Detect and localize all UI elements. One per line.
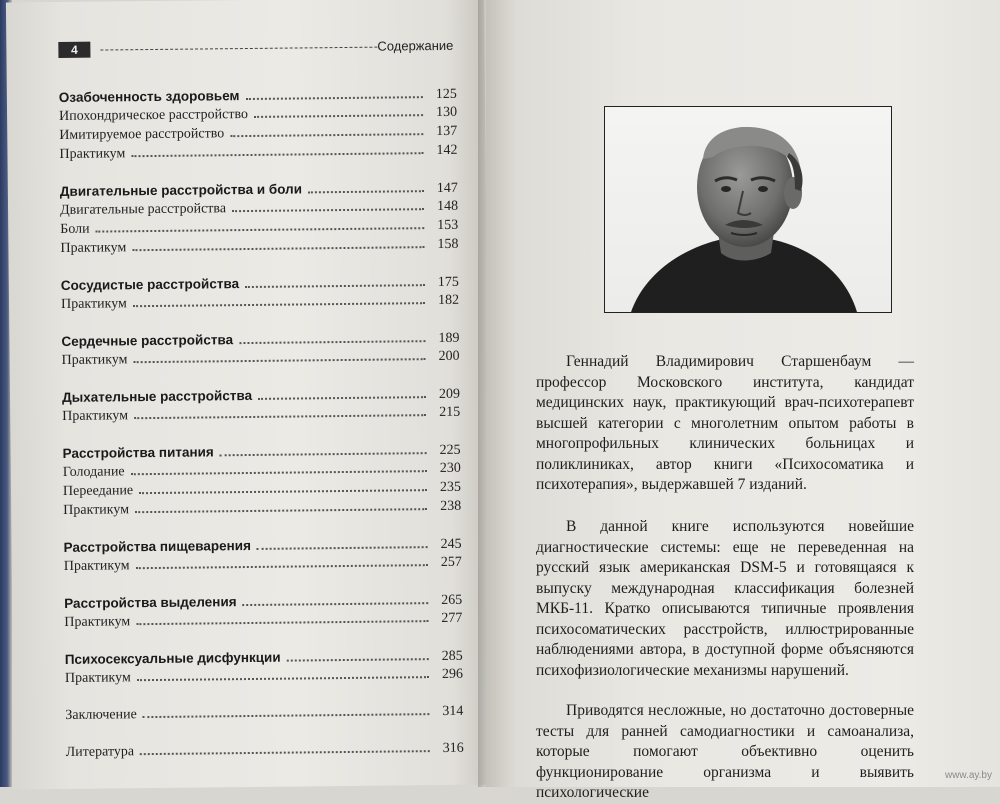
toc-leader-dots (140, 750, 430, 755)
toc-back-matter-entry (66, 741, 464, 764)
toc-leader-dots (131, 470, 427, 475)
toc-entry-title: Практикум (61, 352, 128, 368)
toc-leader-dots (243, 602, 429, 606)
toc-entry-title: Сосудистые расстройства (60, 276, 240, 293)
toc-subentry (60, 237, 458, 260)
toc-chapter (64, 592, 462, 634)
toc-leader-dots (96, 227, 425, 232)
toc-entry-page: 209 (438, 386, 461, 403)
toc-entry-title: Переедание (62, 483, 134, 499)
toc-entry-page: 147 (436, 180, 458, 197)
toc-entry-page: 125 (435, 86, 457, 103)
toc-chapter (60, 180, 459, 260)
toc-entry-title: Заключение (65, 707, 137, 723)
toc-leader-dots (257, 546, 428, 550)
book-description-paragraph (536, 517, 914, 681)
toc-leader-dots (132, 246, 424, 251)
toc-back-matter (65, 704, 463, 727)
toc-entry-title: Имитируемое расстройство (59, 126, 225, 143)
toc-leader-dots (258, 396, 426, 400)
toc-chapter (61, 330, 459, 372)
toc-leader-dots (287, 658, 429, 661)
toc-entry-title: Литература (65, 744, 135, 760)
toc-back-matter (66, 741, 464, 764)
toc-entry-title: Практикум (59, 146, 126, 162)
toc-entry-title: Ипохондрическое расстройство (59, 106, 249, 124)
toc-subentry (63, 499, 461, 522)
bio-text: Геннадий Владимирович Старшенбаум — профессор Московского института, кандидат медицинских наук, практикующий врач-психотерапевт высшей категории с многолетним опытом работы в многопрофильных клинических больницах и поликлиниках, автор книги «Психосоматика и психотерапия», выдержавшей 7 изданий. (536, 353, 914, 493)
toc-leader-dots (246, 96, 423, 100)
toc-chapter (64, 536, 462, 578)
toc-entry-title: Сердечные расстройства (61, 332, 234, 349)
toc-entry-title: Озабоченность здоровьем (58, 88, 240, 105)
toc-leader-dots (220, 452, 427, 456)
tests-paragraph (536, 701, 914, 804)
toc-leader-dots (137, 676, 429, 681)
toc-entry-title: Двигательные расстройства и боли (59, 181, 303, 199)
tests-text: Приводятся несложные, но достаточно достоверные тесты для ранней самодиагностики и самоанализа, которые помогают объективно оценить функционирование организма и выявить психологические (536, 702, 914, 801)
toc-leader-dots (136, 620, 428, 625)
toc-entry-page: 296 (441, 666, 464, 682)
toc-entry-title: Практикум (63, 558, 130, 574)
toc-subentry (62, 349, 460, 372)
author-portrait-image (605, 107, 891, 312)
toc-entry-page: 316 (442, 740, 464, 756)
toc-leader-dots (254, 114, 423, 118)
toc-entry-page: 257 (440, 554, 462, 571)
toc-leader-dots (139, 489, 427, 494)
toc-entry-title: Практикум (60, 240, 127, 256)
toc-back-matter-entry (65, 704, 463, 727)
toc-entry-title: Боли (60, 221, 90, 237)
toc-leader-dots (131, 152, 423, 157)
toc-entry-page: 158 (437, 236, 459, 253)
toc-chapter (61, 274, 459, 316)
toc-entry-title: Практикум (63, 502, 130, 518)
running-title: Содержание (377, 37, 454, 54)
toc-leader-dots (232, 208, 424, 212)
toc-entry-title: Психосексуальные дисфункции (64, 649, 281, 667)
toc-entry-title: Расстройства питания (62, 444, 214, 461)
toc-entry-title: Практикум (64, 614, 131, 630)
toc-subentry (65, 667, 463, 690)
toc-entry-page: 137 (436, 123, 458, 140)
toc-subentry (62, 405, 460, 428)
toc-entry-title: Двигательные расстройства (59, 201, 227, 218)
toc-entry-title: Дыхательные расстройства (61, 387, 253, 405)
toc-entry-page: 215 (439, 404, 461, 421)
toc-entry-title: Голодание (62, 464, 125, 480)
toc-entry-title: Расстройства пищеварения (63, 537, 251, 555)
toc-subentry (64, 555, 462, 578)
table-of-contents (59, 86, 464, 782)
toc-entry-page: 277 (441, 610, 463, 626)
author-bio-paragraph (536, 352, 914, 496)
toc-entry-page: 245 (440, 536, 462, 553)
watermark: www.ay.by (944, 770, 992, 781)
toc-entry-page: 238 (440, 498, 462, 515)
toc-entry-page: 230 (439, 460, 461, 477)
toc-chapter (62, 386, 460, 428)
toc-leader-dots (308, 190, 424, 193)
toc-entry-page: 189 (438, 330, 460, 347)
toc-leader-dots (239, 340, 425, 344)
toc-leader-dots (230, 133, 423, 137)
author-photo (604, 106, 892, 313)
toc-entry-title: Практикум (64, 670, 131, 686)
toc-leader-dots (135, 508, 427, 513)
toc-entry-page: 153 (437, 217, 459, 234)
toc-leader-dots (133, 358, 425, 363)
toc-entry-title: Практикум (60, 296, 127, 312)
toc-subentry (59, 143, 457, 166)
toc-subentry (61, 293, 459, 316)
running-head (58, 36, 453, 60)
toc-leader-dots (134, 414, 426, 419)
toc-entry-page: 285 (441, 648, 463, 664)
toc-entry-page: 142 (436, 142, 458, 159)
toc-entry-title: Практикум (62, 408, 129, 424)
page-number: 4 (58, 42, 90, 58)
toc-entry-page: 200 (438, 348, 460, 365)
toc-entry-page: 130 (435, 104, 458, 121)
toc-entry-page: 225 (439, 442, 461, 459)
toc-entry-page: 175 (437, 274, 459, 291)
toc-leader-dots (245, 284, 425, 288)
toc-chapter (59, 86, 458, 166)
toc-entry-page: 148 (436, 198, 459, 215)
toc-leader-dots (133, 302, 425, 307)
toc-entry-title: Расстройства выделения (64, 594, 237, 611)
toc-chapter (65, 648, 463, 690)
running-head-rule (100, 47, 377, 51)
toc-leader-dots (143, 713, 430, 718)
toc-entry-page: 314 (442, 703, 464, 719)
toc-entry-page: 182 (437, 292, 460, 309)
toc-subentry (64, 611, 462, 634)
description-text: В данной книге используются новейшие диагностические системы: еще не переведенная на русский язык американская DSM-5 и готовящаяся к выпуску международная классификация болезней МКБ-11. Кратко описываются типичные проявления психосоматических расстройств, иллюстрированные наблюдениями автора, в доступной форме объясняются психофизиологические механизмы нарушений. (536, 518, 914, 679)
toc-entry-page: 235 (439, 479, 462, 496)
left-page (6, 0, 492, 789)
toc-leader-dots (136, 564, 428, 569)
toc-chapter (63, 442, 462, 522)
toc-entry-page: 265 (441, 592, 463, 608)
